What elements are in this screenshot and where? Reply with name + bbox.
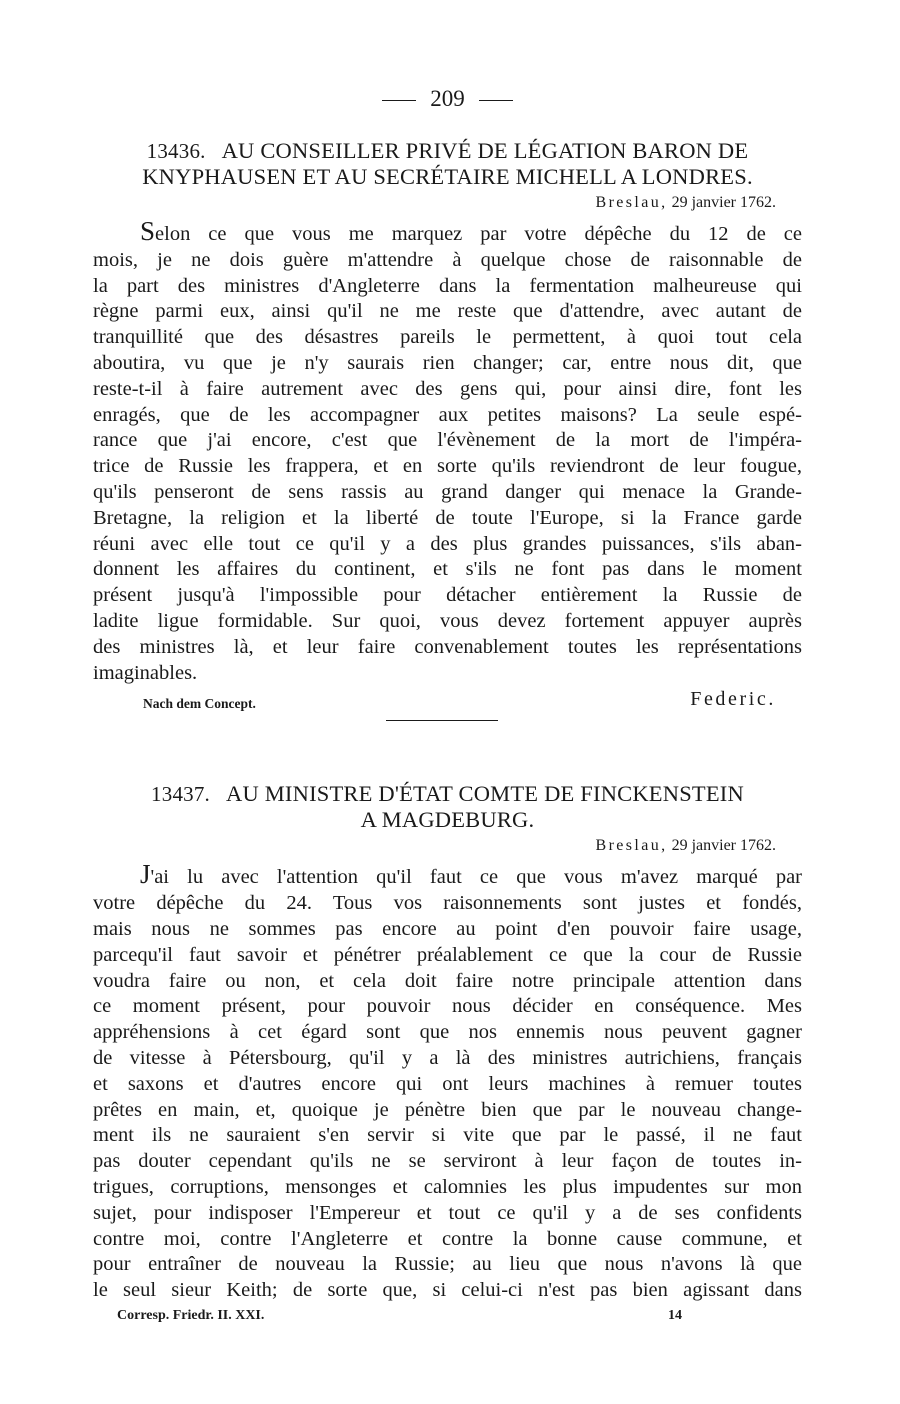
body-line: mais nous ne sommes pas encore au point d'en pouvoir faire usage, [93, 917, 802, 940]
heading-line: AU MINISTRE D'ÉTAT COMTE DE FINCKENSTEIN [226, 781, 744, 807]
letter-heading [93, 781, 802, 833]
body-line: reste-t-il à faire autrement avec des gens qui, pour ainsi dire, font les [93, 377, 802, 400]
signature-mark: 14 [668, 1307, 682, 1323]
letter-body [93, 216, 802, 686]
page-number-line [93, 84, 802, 114]
page-number: 209 [430, 86, 465, 111]
body-line: ce moment présent, pour pouvoir nous décider en conséquence. Mes [93, 995, 802, 1018]
body-line: pas douter cependant qu'ils ne se serviront à leur façon de toutes in- [93, 1150, 802, 1173]
date: 29 janvier 1762. [671, 837, 776, 855]
body-line: trigues, corruptions, mensonges et calomnies les plus impudentes sur mon [93, 1175, 802, 1198]
letter-body [93, 859, 802, 1304]
body-line: voudra faire ou non, et cela doit faire notre principale attention dans [93, 969, 802, 992]
body-line: des ministres là, et leur faire convenablement toutes les représentations [93, 635, 802, 658]
body-line: donnent les affaires du continent, et s'ils ne font pas dans le moment [93, 558, 802, 581]
body-line: prêtes en main, et, quoique je pénètre bien que par le nouveau change- [93, 1098, 802, 1121]
heading-line: A MAGDEBURG. [360, 807, 535, 833]
separator-rule [386, 720, 498, 721]
body-line: tranquillité que des désastres pareils le permettent, à quoi tout cela [93, 326, 802, 349]
signature: Federic. [690, 688, 776, 711]
body-line: votre dépêche du 24. Tous vos raisonnements sont justes et fondés, [93, 892, 802, 915]
body-line: ladite ligue formidable. Sur quoi, vous devez fortement appuyer auprès [93, 609, 802, 632]
body-line: Bretagne, la religion et la liberté de toute l'Europe, si la France garde [93, 506, 802, 529]
body-line: mois, je ne dois guère m'attendre à quelque chose de raisonnable de [93, 248, 802, 271]
body-line: appréhensions à cet égard sont que nos ennemis nous peuvent gagner [93, 1021, 802, 1044]
body-line: pour entraîner de nouveau la Russie; au lieu que nous n'avons là que [93, 1253, 802, 1276]
body-line: la part des ministres d'Angleterre dans la fermentation malheureuse qui [93, 274, 802, 297]
body-line: enragés, que de les accompagner aux petites maisons? La seule espé- [93, 403, 802, 426]
body-line: Selon ce que vous me marquez par votre dépêche du 12 de ce [140, 216, 802, 246]
letter-number: 13436. [146, 139, 206, 163]
body-line: réuni avec elle tout ce qu'il y a des plus grandes puissances, s'ils aban- [93, 532, 802, 555]
body-line: présent jusqu'à l'impossible pour détacher entièrement la Russie de [93, 584, 802, 607]
body-line: et saxons et d'autres encore qui ont leurs machines à remuer toutes [93, 1072, 802, 1095]
heading-line: AU CONSEILLER PRIVÉ DE LÉGATION BARON DE [221, 138, 749, 163]
folio-dash-left [382, 100, 416, 101]
body-line: le seul sieur Keith; de sorte que, si celui-ci n'est pas bien agissant dans [93, 1279, 802, 1302]
closing-row [93, 688, 802, 716]
body-line: règne parmi eux, ainsi qu'il ne me reste que d'attendre, avec autant de [93, 300, 802, 323]
body-line: ment ils ne sauraient s'en servir si vite que par le passé, il ne faut [93, 1124, 802, 1147]
body-line: J'ai lu avec l'attention qu'il faut ce que vous m'avez marqué par [140, 859, 802, 890]
body-line: parcequ'il faut savoir et pénétrer préalablement ce que la cour de Russie [93, 943, 802, 966]
initial-capital: J [140, 859, 151, 890]
dateline [93, 193, 802, 213]
initial-capital: S [140, 216, 156, 246]
page-footer [93, 1308, 802, 1332]
letter-number: 13437. [151, 782, 210, 807]
body-line: de vitesse à Pétersbourg, qu'il y a là des ministres autrichiens, français [93, 1046, 802, 1069]
volume-reference: Corresp. Friedr. II. XXI. [117, 1307, 265, 1323]
body-line: trice de Russie les frappera, et en sorte qu'ils reviendront de leur fougue, [93, 455, 802, 478]
body-line: sujet, pour indisposer l'Empereur et tout ce qu'il y a de ses confidents [93, 1201, 802, 1224]
date-place: Breslau, [595, 837, 668, 855]
document-page [93, 84, 802, 1332]
date: 29 janvier 1762. [671, 194, 776, 211]
body-line: imaginables. [93, 661, 198, 684]
heading-line: KNYPHAUSEN ET AU SECRÉTAIRE MICHELL A LONDRES. [142, 164, 753, 189]
letter-heading [93, 138, 802, 190]
body-line: contre moi, contre l'Angleterre et contre la bonne cause commune, et [93, 1227, 802, 1250]
body-line: qu'ils penseront de sens rassis au grand danger qui menace la Grande- [93, 480, 802, 503]
body-line: rance que j'ai encore, c'est que l'évènement de la mort de l'impéra- [93, 429, 802, 452]
dateline [93, 836, 802, 856]
folio-dash-right [479, 100, 513, 101]
date-place: Breslau, [595, 194, 668, 211]
source-note: Nach dem Concept. [143, 696, 256, 712]
body-line: aboutira, vu que je n'y saurais rien changer; car, entre nous dit, que [93, 351, 802, 374]
